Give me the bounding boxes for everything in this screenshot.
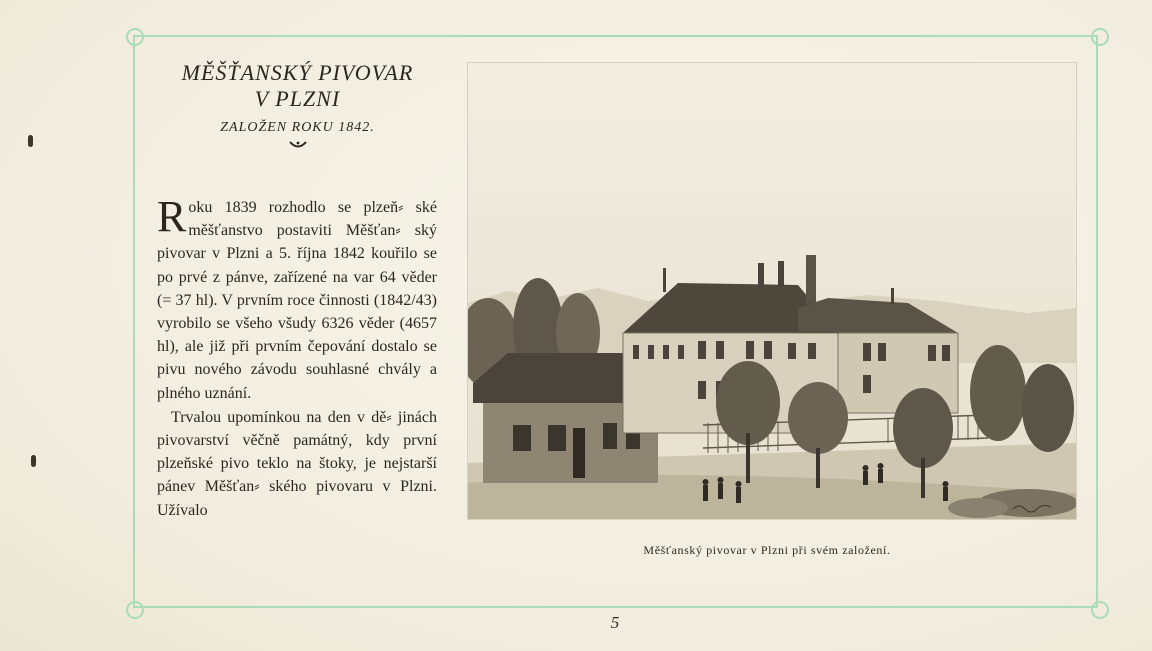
binding-hole-lower [31, 455, 36, 467]
ornament-icon [288, 139, 308, 151]
article-text [157, 192, 437, 522]
title-line-2: V PLZNI [254, 86, 341, 111]
paragraph-1 [157, 192, 437, 405]
frame-corner-ornament [1091, 28, 1109, 46]
frame-corner-ornament [126, 601, 144, 619]
drop-cap: R [157, 192, 187, 241]
brewery-engraving [467, 62, 1077, 520]
illustration-caption: Měšťanský pivovar v Plzni při svém založení. [643, 543, 891, 557]
brewery-engraving-image [468, 63, 1076, 519]
frame-corner-ornament [126, 28, 144, 46]
page-heading [145, 60, 450, 151]
page-number: 5 [610, 613, 620, 632]
subtitle: ZALOŽEN ROKU 1842. [220, 120, 375, 135]
frame-corner-ornament [1091, 601, 1109, 619]
binding-hole-upper [28, 135, 33, 147]
paragraph-1-text: oku 1839 rozhodlo se plzeň⸗ ské měšťanstvo postaviti Měšťan⸗ ský pivovar v Plzni a 5. října 1842 kouřilo se po prvé z pánve, zařízené na var 64 věder (= 37 hl). V prvním roce činnosti (1842/43) vyrobilo se všeho všudy 6326 věder (4657 hl), ale již při prvním čepování dostalo se pivu nového závodu souhlasné chvály a plného uznání. [157, 199, 437, 402]
title-line-1: MĚŠŤANSKÝ PIVOVAR [181, 60, 414, 85]
paragraph-2: Trvalou upomínkou na den v dě⸗ jinách pivovarství věčně památný, kdy první plzeňské pivo teklo na štoky, je nejstarší pánev Měšťan⸗ ského pivovaru v Plzni. Užívalo [157, 408, 437, 519]
